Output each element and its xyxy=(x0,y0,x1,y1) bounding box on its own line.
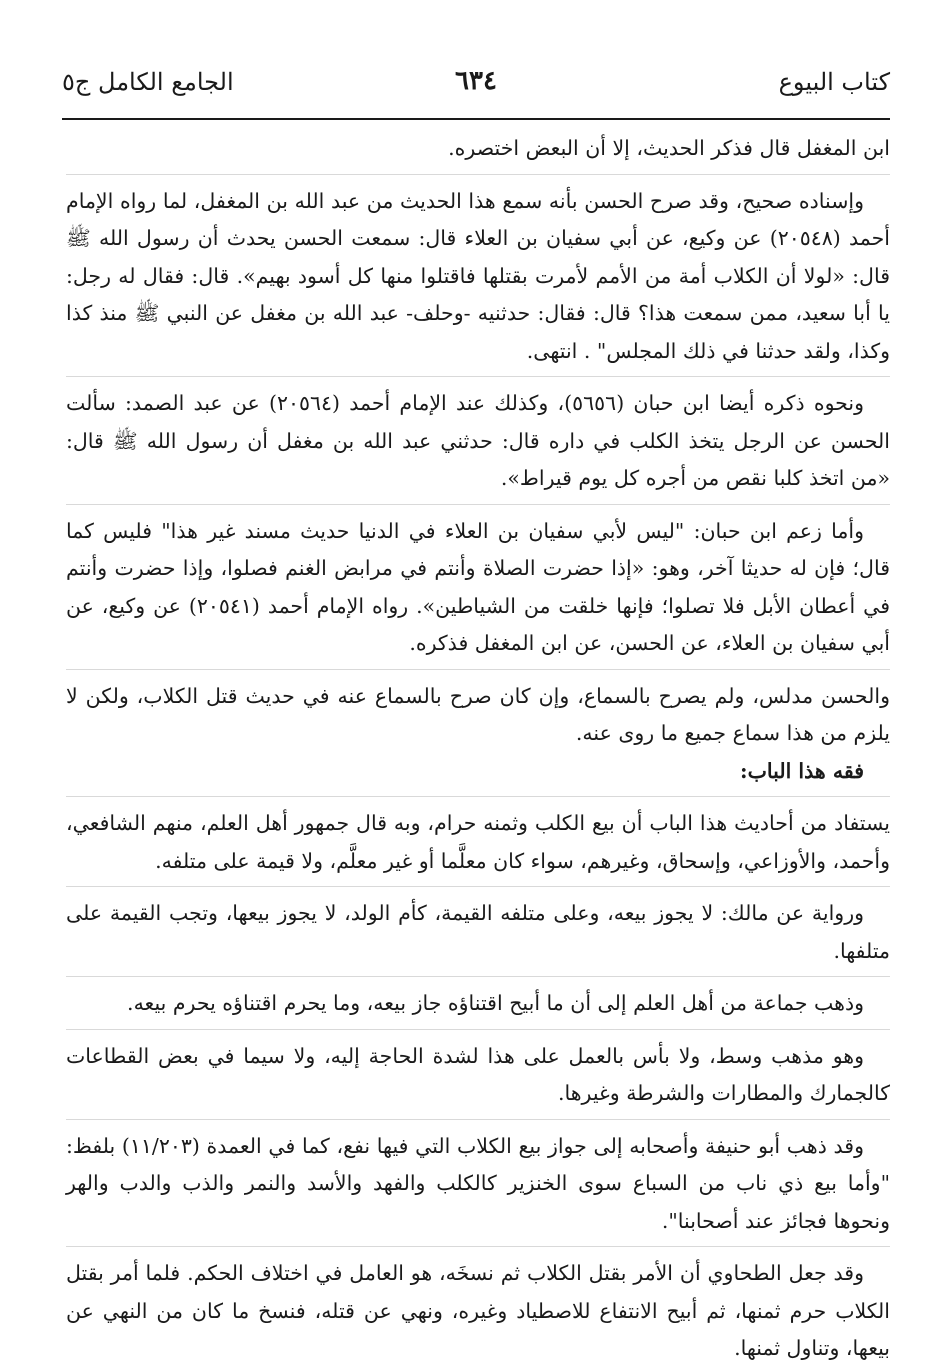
paragraph: يستفاد من أحاديث هذا الباب أن بيع الكلب وثمنه حرام، وبه قال جمهور أهل العلم، منهم الشافعي، وأحمد، والأوزاعي، وإسحاق، وغيرهم، سواء كان معلَّما أو غير معلَّم، ولا قيمة على متلفه. xyxy=(66,811,890,873)
header-rule xyxy=(62,118,890,120)
divider xyxy=(66,1246,890,1247)
paragraph: والحسن مدلس، ولم يصرح بالسماع، وإن كان صرح بالسماع عنه في حديث قتل الكلاب، ولكن لا يلزم من هذا سماع جميع ما روى عنه. xyxy=(66,683,890,745)
page-number: ٦٣٤ xyxy=(455,66,497,96)
book-title: الجامع الكامل ج٥ xyxy=(62,68,234,96)
section-heading: فقه هذا الباب: xyxy=(740,758,864,783)
running-header xyxy=(62,66,890,106)
divider xyxy=(66,1119,890,1120)
paragraph: ورواية عن مالك: لا يجوز بيعه، وعلى متلفه القيمة، كأم الولد، لا يجوز بيعها، وتجب القيمة على متلفها. xyxy=(66,901,890,963)
page-body xyxy=(66,130,890,1368)
paragraph: وقد جعل الطحاوي أن الأمر بقتل الكلاب ثم نسخَه، هو العامل في اختلاف الحكم. فلما أمر بقتل الكلاب حرم ثمنها، ثم أبيح الانتفاع للاصطياد وغيره، ونهي عن قتله، فنسخ ما كان من النهي عن بيعها، وتناول ثمنها. xyxy=(66,1261,890,1360)
divider xyxy=(66,886,890,887)
paragraph: وأما زعم ابن حبان: "ليس لأبي سفيان بن العلاء في الدنيا حديث مسند غير هذا" فليس كما قال؛ فإن له حديثا آخر، وهو: «إذا حضرت الصلاة وأنتم في مرابض الغنم فصلوا، وإذا حضرت وأنتم في أعطان الأبل فلا تصلوا؛ فإنها خلقت من الشياطين». رواه الإمام أحمد (٢٠٥٤١) عن وكيع، عن أبي سفيان بن العلاء، عن الحسن، عن ابن المغفل فذكره. xyxy=(66,518,891,655)
divider xyxy=(66,504,890,505)
chapter-title: كتاب البيوع xyxy=(778,68,890,96)
divider xyxy=(66,796,890,797)
paragraph: وهو مذهب وسط، ولا بأس بالعمل على هذا لشدة الحاجة إليه، ولا سيما في بعض القطاعات كالجمارك والمطارات والشرطة وغيرها. xyxy=(66,1043,890,1105)
divider xyxy=(66,1029,890,1030)
paragraph: ابن المغفل قال فذكر الحديث، إلا أن البعض اختصره. xyxy=(448,136,890,160)
divider xyxy=(66,976,890,977)
paragraph: وقد ذهب أبو حنيفة وأصحابه إلى جواز بيع الكلاب التي فيها نفع، كما في العمدة (١١/٢٠٣) بلفظ: "وأما بيع ذي ناب من السباع سوى الخنزير كالكلب والفهد والأسد والنمر والذب والدب والهر ونحوها فجائز عند أصحابنا". xyxy=(66,1133,890,1233)
paragraph: وذهب جماعة من أهل العلم إلى أن ما أبيح اقتناؤه جاز بيعه، وما يحرم اقتناؤه يحرم بيعه. xyxy=(127,991,864,1015)
divider xyxy=(66,174,890,175)
divider xyxy=(66,376,890,377)
paragraph: وإسناده صحيح، وقد صرح الحسن بأنه سمع هذا الحديث من عبد الله بن المغفل، لما رواه الإمام أحمد (٢٠٥٤٨) عن وكيع، عن أبي سفيان بن العلاء قال: سمعت الحسن يحدث أن رسول الله ﷺ قال: «لولا أن الكلاب أمة من الأمم لأمرت بقتلها فاقتلوا منها كل أسود بهيم». قال: فقال له رجل: يا أبا سعيد، ممن سمعت هذا؟ قال: فقال: حدثنيه -وحلف- عبد الله بن مغفل عن النبي ﷺ منذ كذا وكذا، ولقد حدثنا في ذلك المجلس" . انتهى. xyxy=(66,188,890,363)
paragraph: ونحوه ذكره أيضا ابن حبان (٥٦٥٦)، وكذلك عند الإمام أحمد (٢٠٥٦٤) عن عبد الصمد: سألت الحسن عن الرجل يتخذ الكلب في داره قال: حدثني عبد الله بن مغفل أن رسول الله ﷺ قال: «من اتخذ كلبا نقص من أجره كل يوم قيراط». xyxy=(66,391,890,490)
divider xyxy=(66,669,890,670)
